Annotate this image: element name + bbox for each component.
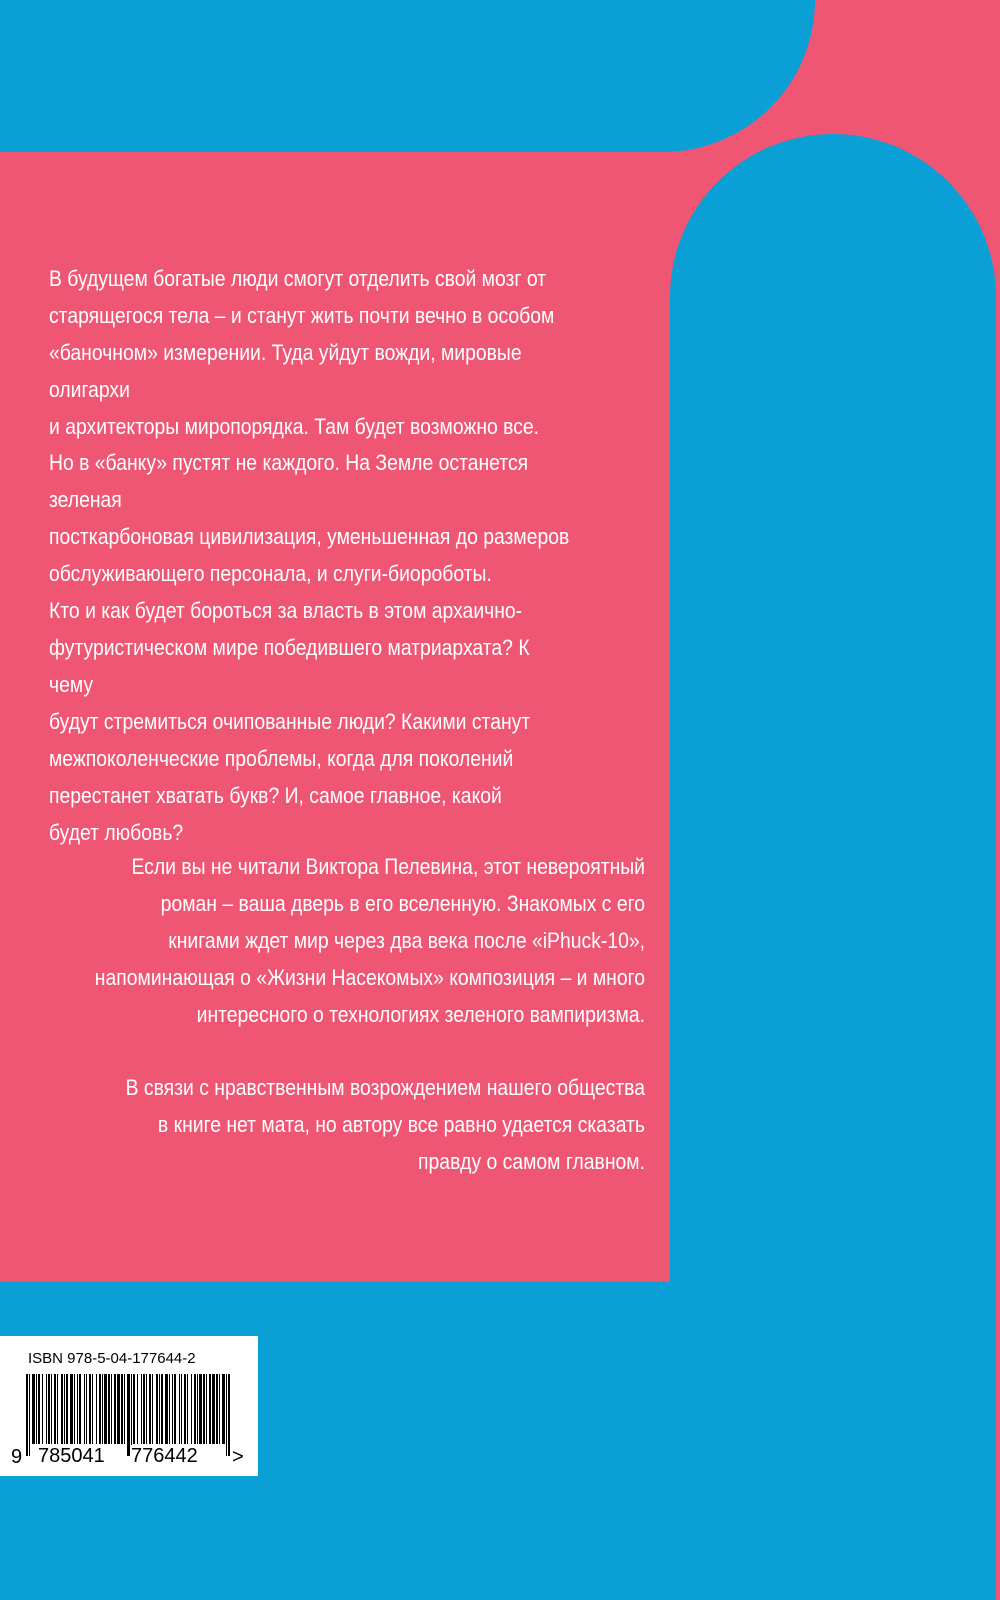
blurb-paragraph-5: В связи с нравственным возрождением нашего общества в книге нет мата, но автору все равно удается сказать правду о самом главном. [125, 1075, 645, 1174]
barcode-digits-right: 776442 [131, 1445, 198, 1467]
top-blue-band [0, 0, 815, 152]
barcode-digit-trail: > [232, 1446, 244, 1468]
blurb-paragraph-3: Кто и как будет бороться за власть в этом архаично- футуристическом мире победившего матриархата? К чему будут стремиться очипованные люди? Какими станут межпоколенческие проблемы, когда для поколений перестанет хватать букв? И, самое главное, какой будет любовь? [49, 598, 531, 845]
barcode-bars-icon [26, 1374, 232, 1456]
isbn-barcode [0, 1336, 258, 1476]
isbn-label: ISBN 978-5-04-177644-2 [28, 1350, 196, 1367]
barcode-digits-left: 785041 [38, 1445, 105, 1467]
blurb-paragraph-4: Если вы не читали Виктора Пелевина, этот невероятный роман – ваша дверь в его вселенную. Знакомых с его книгами ждет мир через два века после «iPhuck-10», напоминающая о «Жизни Насекомых» композиция – и много интересного о технологиях зеленого вампиризма. [94, 854, 645, 1027]
blurb-paragraph-1: В будущем богатые люди смогут отделить свой мозг от старящегося тела – и станут жить почти вечно в особом «баночном» измерении. Туда уйдут вожди, мировые олигархи и архитекторы миропорядка. Там будет возможно все. [49, 266, 555, 439]
barcode-digit-lead: 9 [11, 1446, 23, 1468]
blurb-paragraph-2: Но в «банку» пустят не каждого. На Земле останется зеленая посткарбоновая цивилизация, уменьшенная до размеров обслуживающего персонала, и слуги-биороботы. [49, 450, 570, 586]
